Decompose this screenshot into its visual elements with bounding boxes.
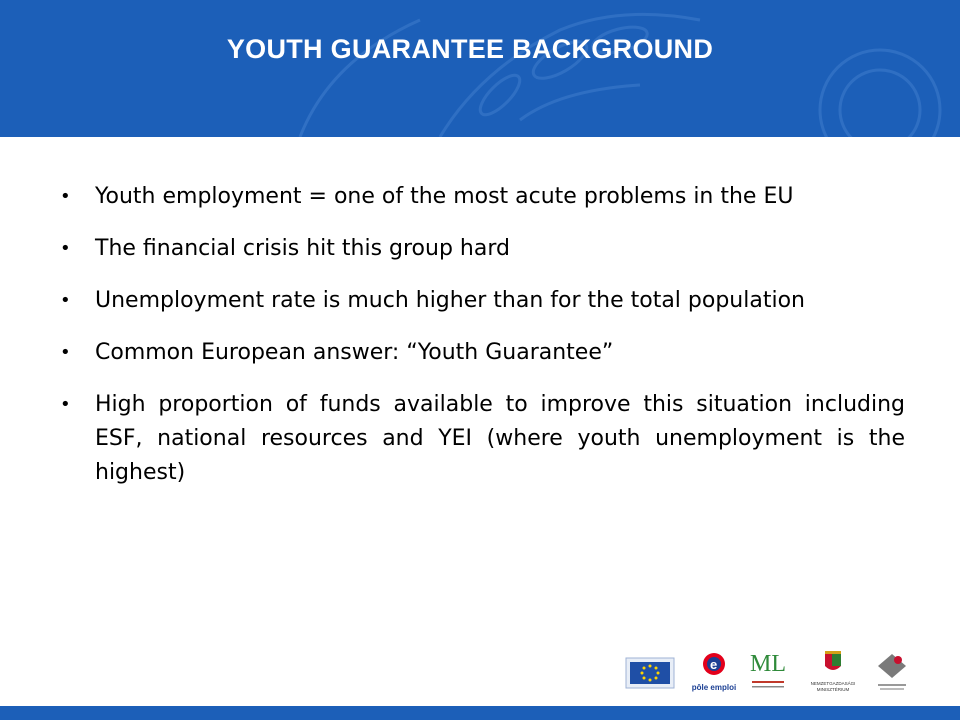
list-item (60, 336, 905, 370)
european-commission-logo-icon (624, 650, 676, 696)
bullet-icon: • (60, 394, 71, 415)
pole-emploi-logo (686, 650, 742, 696)
bullet-icon: • (60, 186, 71, 207)
hungarian-ministry-logo (802, 650, 864, 696)
ml-ministry-logo (748, 650, 788, 696)
list-item (60, 232, 905, 266)
bullet-text: Common European answer: “Youth Guarantee” (95, 340, 614, 365)
bullet-text: Youth employment = one of the most acute problems in the EU (95, 184, 794, 209)
bullet-text: The financial crisis hit this group hard (95, 236, 510, 261)
bottom-bar (0, 706, 960, 720)
pole-emploi-label: pôle emploi (691, 683, 737, 692)
bullet-text: High proportion of funds available to improve this situation including ESF, national resources and YEI (where youth unemployment is the highest) (95, 392, 905, 485)
bullet-text: Unemployment rate is much higher than for the total population (95, 288, 805, 313)
list-item (60, 284, 905, 318)
ml-logo-text: ML (750, 651, 786, 677)
list-item (60, 180, 905, 214)
bullet-list (60, 180, 905, 508)
svg-text:e: e (710, 657, 718, 672)
employment-office-logo-icon (872, 650, 912, 696)
header-decoration (0, 0, 960, 137)
partner-logos (624, 650, 924, 696)
page-title: YOUTH GUARANTEE BACKGROUND (226, 34, 714, 64)
pole-emploi-icon (686, 650, 742, 680)
bullet-icon: • (60, 290, 71, 311)
bullet-icon: • (60, 342, 71, 363)
slide-header (0, 0, 960, 137)
hungarian-ministry-label: NEMZETGAZDASÁGI MINISZTÉRIUM (810, 681, 856, 692)
hungarian-coat-of-arms-icon (802, 650, 864, 676)
list-item (60, 388, 905, 490)
ml-logo-mark-icon (748, 678, 788, 692)
bullet-icon: • (60, 238, 71, 259)
